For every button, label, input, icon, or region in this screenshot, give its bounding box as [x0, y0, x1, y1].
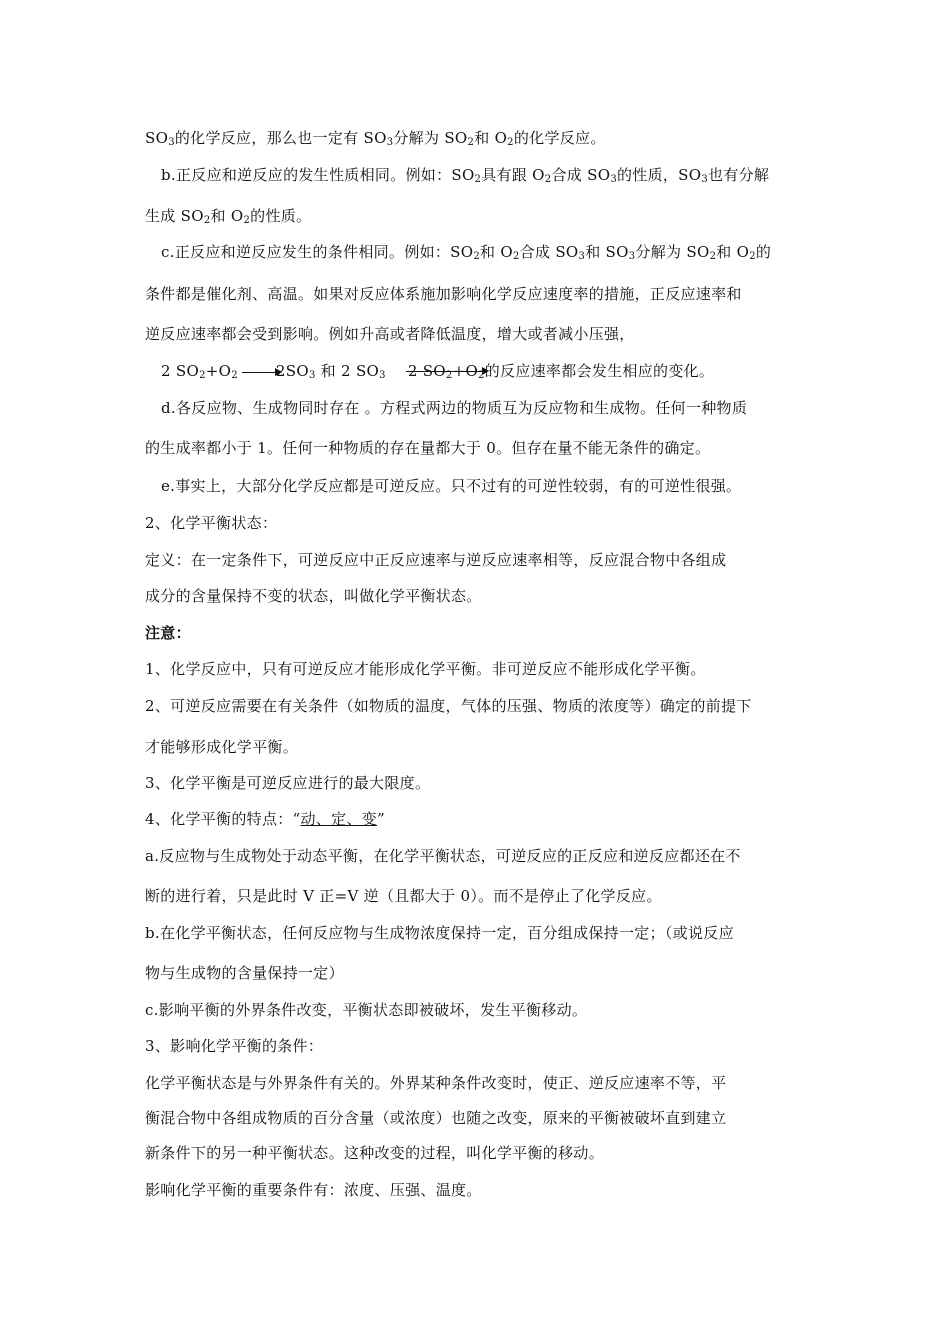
text-line: 断的进行着，只是此时 V 正=V 逆（且都大于 0）。而不是停止了化学反应。 — [145, 887, 662, 905]
text-line: $SO_3$的化学反应，那么也一定有 $SO_3$分解为 $SO_2$和 $O_2$的化学反应。 — [145, 129, 606, 148]
text-line: c.正反应和逆反应发生的条件相同。例如：$SO_2$和 $O_2$合成 $SO_3$和 $SO_3$分解为 $SO_2$和 $O_2$的 — [161, 243, 772, 262]
text-line: 4、化学平衡的特点：“动、定、变” — [145, 810, 385, 828]
text-line: d.各反应物、生成物同时存在 。方程式两边的物质互为反应物和生成物。任何一种物质 — [161, 399, 748, 417]
text-line: 衡混合物中各组成物质的百分含量（或浓度）也随之改变，原来的平衡被破坏直到建立 — [145, 1109, 727, 1127]
text-line: 成分的含量保持不变的状态，叫做化学平衡状态。 — [145, 587, 482, 605]
section-heading: 2、化学平衡状态： — [145, 514, 278, 532]
text-line: 新条件下的另一种平衡状态。这种改变的过程，叫化学平衡的移动。 — [145, 1144, 605, 1162]
text-line: e.事实上，大部分化学反应都是可逆反应。只不过有的可逆性较弱，有的可逆性很强。 — [161, 477, 742, 495]
text-line: 逆反应速率都会受到影响。例如升高或者降低温度，增大或者减小压强， — [145, 325, 635, 343]
text-line: b.在化学平衡状态，任何反应物与生成物浓度保持一定，百分组成保持一定；（或说反应 — [145, 924, 734, 942]
text-line: 化学平衡状态是与外界条件有关的。外界某种条件改变时，使正、逆反应速率不等，平 — [145, 1074, 727, 1092]
text-line: 2、可逆反应需要在有关条件（如物质的温度，气体的压强、物质的浓度等）确定的前提下 — [145, 697, 752, 715]
text-line: c.影响平衡的外界条件改变，平衡状态即被破坏，发生平衡移动。 — [145, 1001, 588, 1019]
text-line: 物与生成物的含量保持一定） — [145, 964, 344, 982]
text-line: 影响化学平衡的重要条件有：浓度、压强、温度。 — [145, 1181, 482, 1199]
reaction-arrow-icon — [242, 367, 282, 377]
text-line: b.正反应和逆反应的发生性质相同。例如：$SO_2$具有跟 $O_2$合成 $SO_3$的性质，$SO_3$也有分解 — [161, 166, 770, 185]
text-line: 定义：在一定条件下，可逆反应中正反应速率与逆反应速率相等，反应混合物中各组成 — [145, 551, 727, 569]
reaction-arrow-icon — [406, 367, 489, 375]
section-heading: 3、影响化学平衡的条件： — [145, 1037, 324, 1055]
text-line: 3、化学平衡是可逆反应进行的最大限度。 — [145, 774, 431, 792]
text-line: a.反应物与生成物处于动态平衡，在化学平衡状态，可逆反应的正反应和逆反应都还在不 — [145, 847, 741, 865]
text-line: 才能够形成化学平衡。 — [145, 738, 299, 756]
text-line: 生成 $SO_2$和 $O_2$的性质。 — [145, 207, 312, 226]
note-heading: 注意： — [145, 624, 191, 642]
text-line: 1、化学反应中，只有可逆反应才能形成化学平衡。非可逆反应不能形成化学平衡。 — [145, 660, 706, 678]
text-line: 条件都是催化剂、高温。如果对反应体系施加影响化学反应速度率的措施，正反应速率和 — [145, 285, 742, 303]
equation-line: 2 $SO_2+O_2$ $2SO_3$ 和 2 $SO_3$ 2 $SO_2+O_2$ 的反应速率都会发生相应的变化。 — [161, 362, 715, 381]
underlined-text: 动、定、变 — [300, 810, 378, 828]
text-line: 的生成率都小于 1。任何一种物质的存在量都大于 0。但存在量不能无条件的确定。 — [145, 439, 711, 457]
